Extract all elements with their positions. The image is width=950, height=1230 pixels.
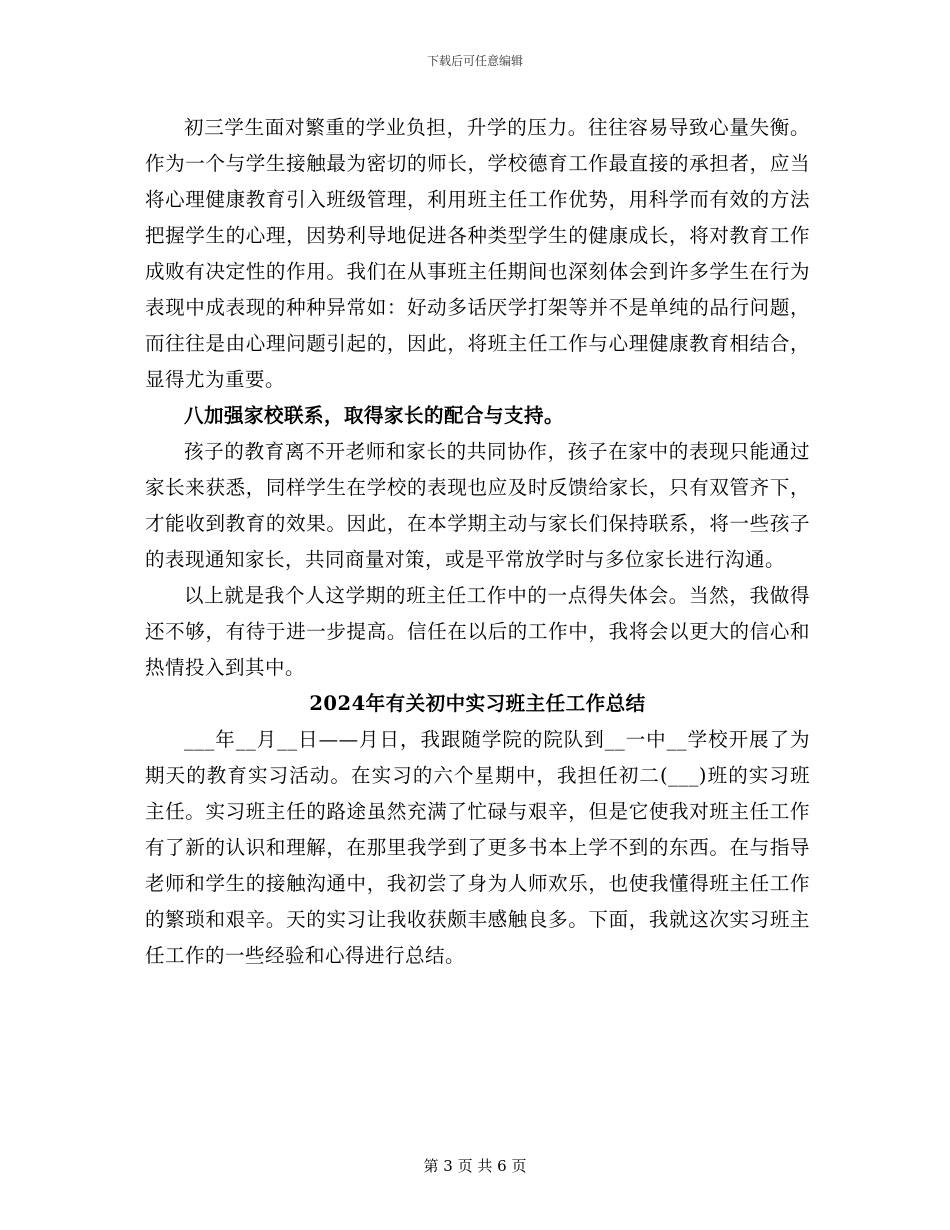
- paragraph-conclusion: 以上就是我个人这学期的班主任工作中的一点得失体会。当然，我做得还不够，有待于进一步提高。信任在以后的工作中，我将会以更大的信心和热情投入到其中。: [145, 584, 810, 679]
- paragraph-internship: ___年__月__日——月日，我跟随学院的院队到__一中__学校开展了为期天的教育实习活动。在实习的六个星期中，我担任初二(___)班的实习班主任。实习班主任的路途虽然充满了忙碌与艰辛，但是它使我对班主任工作有了新的认识和理解，在那里我学到了更多书本上学不到的东西。在与指导老师和学生的接触沟通中，我初尝了身为人师欢乐，也使我懂得班主任工作的繁琐和艰辛。天的实习让我收获颇丰感触良多。下面，我就这次实习班主任工作的一些经验和心得进行总结。: [145, 728, 810, 967]
- paragraph-parents: 孩子的教育离不开老师和家长的共同协作，孩子在家中的表现只能通过家长来获悉，同样学生在学校的表现也应及时反馈给家长，只有双管齐下，才能收到教育的效果。因此，在本学期主动与家长们保持联系，将一些孩子的表现通知家长，共同商量对策，或是平常放学时与多位家长进行沟通。: [145, 440, 810, 571]
- section-heading-home-school: 八加强家校联系，取得家长的配合与支持。: [184, 404, 565, 427]
- document-title: 2024年有关初中实习班主任工作总结: [309, 692, 646, 715]
- page-header: 下载后可任意编辑: [426, 54, 523, 68]
- page-number: 第 3 页 共 6 页: [423, 1157, 527, 1175]
- document-body: [145, 110, 810, 974]
- paragraph-psychology: 初三学生面对繁重的学业负担，升学的压力。往往容易导致心量失衡。作为一个与学生接触最为密切的师长，学校德育工作最直接的承担者，应当将心理健康教育引入班级管理，利用班主任工作优势，用科学而有效的方法把握学生的心理，因势利导地促进各种类型学生的健康成长，将对教育工作成败有决定性的作用。我们在从事班主任期间也深刻体会到许多学生在行为表现中成表现的种种异常如：好动多话厌学打架等并不是单纯的品行问题，而往往是由心理问题引起的，因此，将班主任工作与心理健康教育相结合，显得尤为重要。: [145, 116, 810, 391]
